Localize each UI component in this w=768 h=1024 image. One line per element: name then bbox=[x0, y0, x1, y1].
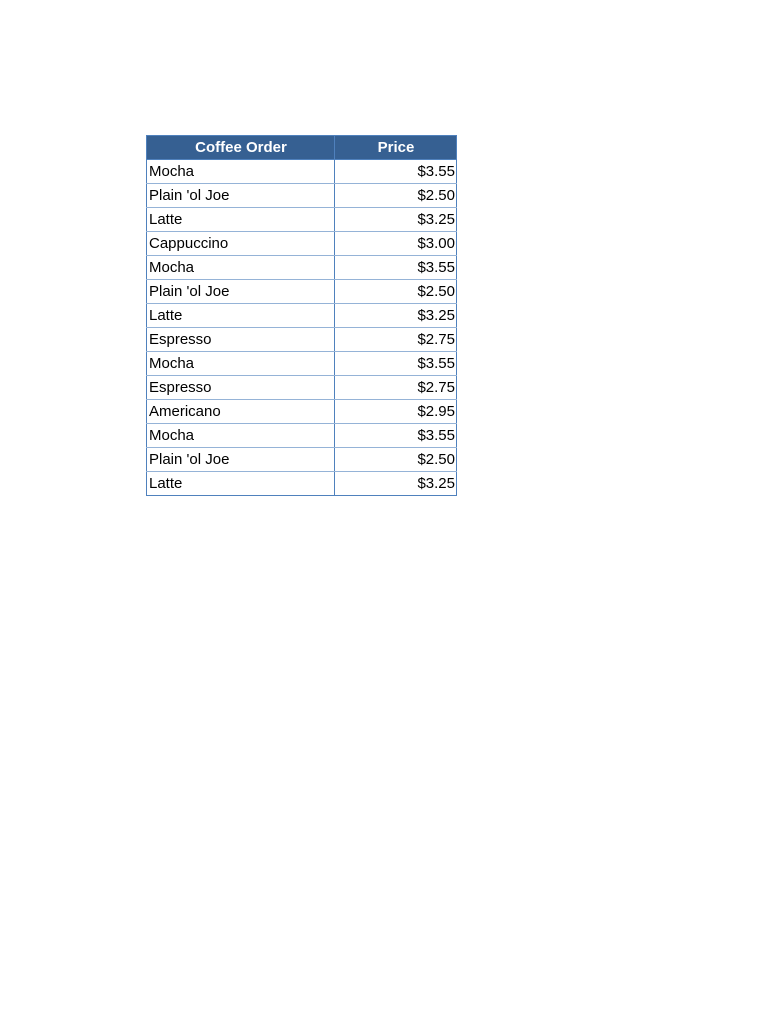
table-header-row bbox=[147, 136, 457, 160]
cell-price: $3.55 bbox=[335, 256, 457, 280]
cell-coffee-order: Latte bbox=[147, 304, 335, 328]
table-row bbox=[147, 304, 457, 328]
cell-price: $2.50 bbox=[335, 184, 457, 208]
cell-coffee-order: Mocha bbox=[147, 352, 335, 376]
table-row bbox=[147, 184, 457, 208]
table-row bbox=[147, 400, 457, 424]
coffee-orders-table bbox=[146, 135, 457, 496]
cell-price: $2.75 bbox=[335, 376, 457, 400]
cell-coffee-order: Plain 'ol Joe bbox=[147, 280, 335, 304]
table-row bbox=[147, 160, 457, 184]
column-header-coffee-order: Coffee Order bbox=[147, 136, 335, 160]
cell-coffee-order: Mocha bbox=[147, 256, 335, 280]
cell-coffee-order: Mocha bbox=[147, 424, 335, 448]
table-row bbox=[147, 280, 457, 304]
table-row bbox=[147, 376, 457, 400]
cell-price: $2.50 bbox=[335, 448, 457, 472]
cell-price: $3.25 bbox=[335, 472, 457, 496]
cell-price: $3.25 bbox=[335, 304, 457, 328]
table-row bbox=[147, 208, 457, 232]
table-row bbox=[147, 352, 457, 376]
cell-price: $3.00 bbox=[335, 232, 457, 256]
cell-price: $2.50 bbox=[335, 280, 457, 304]
cell-price: $2.75 bbox=[335, 328, 457, 352]
table-row bbox=[147, 472, 457, 496]
table-row bbox=[147, 232, 457, 256]
cell-coffee-order: Plain 'ol Joe bbox=[147, 448, 335, 472]
cell-price: $3.55 bbox=[335, 160, 457, 184]
cell-coffee-order: Latte bbox=[147, 472, 335, 496]
cell-price: $2.95 bbox=[335, 400, 457, 424]
cell-coffee-order: Cappuccino bbox=[147, 232, 335, 256]
cell-coffee-order: Espresso bbox=[147, 376, 335, 400]
cell-price: $3.55 bbox=[335, 352, 457, 376]
table-row bbox=[147, 448, 457, 472]
cell-price: $3.55 bbox=[335, 424, 457, 448]
table-body bbox=[147, 160, 457, 496]
cell-coffee-order: Americano bbox=[147, 400, 335, 424]
cell-coffee-order: Mocha bbox=[147, 160, 335, 184]
column-header-price: Price bbox=[335, 136, 457, 160]
table-row bbox=[147, 424, 457, 448]
table-row bbox=[147, 328, 457, 352]
cell-coffee-order: Plain 'ol Joe bbox=[147, 184, 335, 208]
table-row bbox=[147, 256, 457, 280]
cell-coffee-order: Latte bbox=[147, 208, 335, 232]
cell-coffee-order: Espresso bbox=[147, 328, 335, 352]
cell-price: $3.25 bbox=[335, 208, 457, 232]
